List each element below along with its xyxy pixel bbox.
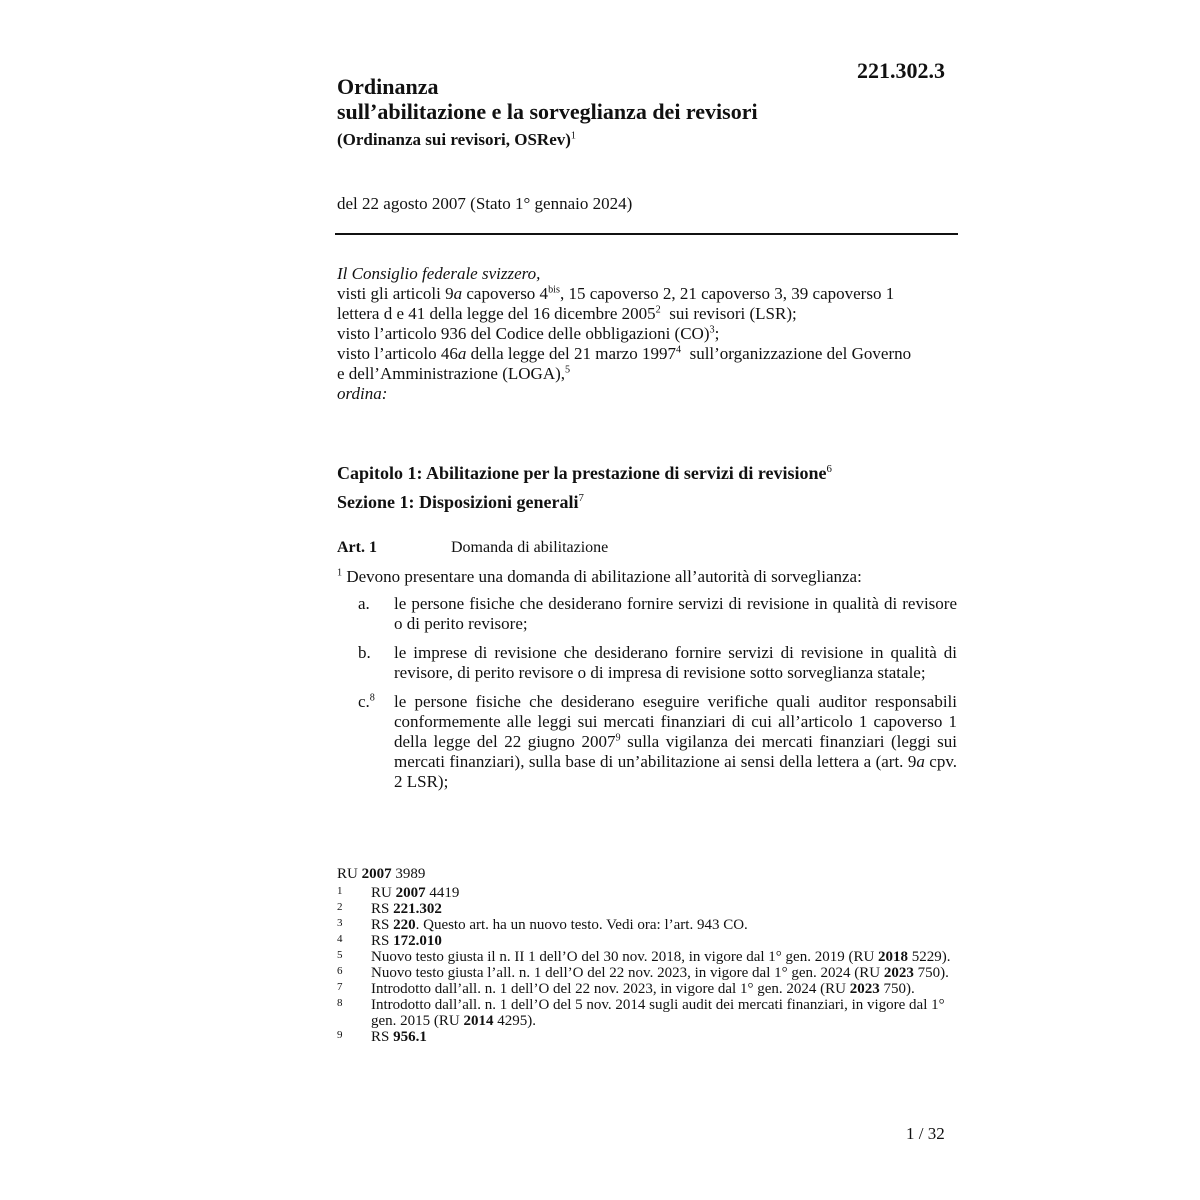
footnote: 4 RS 172.010 <box>337 933 442 949</box>
article-list <box>337 594 957 801</box>
chapter-heading <box>337 459 832 517</box>
footnote-ref[interactable]: 5 <box>565 364 571 376</box>
title-line-2: sull’abilitazione e la sorveglianza dei revisori <box>337 99 758 124</box>
footnote: 2 RS 221.302 <box>337 901 442 917</box>
preamble-line: visti gli articoli 9a capoverso $4^{bis}$, 15 capoverso 2, 21 capoverso 3, 39 capoverso 1 <box>337 284 895 303</box>
page-indicator: 1 / 32 <box>906 1124 945 1143</box>
article-title: Domanda di abilitazione <box>451 539 609 556</box>
footnote-ref[interactable]: 2 <box>655 304 661 316</box>
footnote-ref[interactable]: 4 <box>675 344 682 356</box>
preamble <box>337 264 957 404</box>
footnote: 9 RS 956.1 <box>337 1029 427 1045</box>
divider <box>335 233 958 235</box>
footnote: 7 Introdotto dall’all. n. 1 dell’O del 22 nov. 2023, in vigore dal 1° gen. 2024 (RU 2023 750). <box>337 981 915 997</box>
list-item: b. le imprese di revisione che desiderano fornire servizi di revisione in qualità di revisore, di perito revisore o di impresa di revisione sotto sorveglianza statale; <box>358 643 957 682</box>
document-date: del 22 agosto 2007 (Stato 1° gennaio 2024) <box>337 194 633 213</box>
preamble-line: lettera d e 41 della legge del 16 dicembre 2005$^2$ sui revisori (LSR); <box>337 304 797 323</box>
preamble-line: visto l’articolo 46a della legge del 21 marzo 1997$^4$ sull’organizzazione del Governo <box>337 344 912 363</box>
preamble-line: e dell’Amministrazione (LOGA),$^5$ <box>337 364 571 383</box>
footnote-ref[interactable]: 3 <box>709 324 715 336</box>
footnote-ref[interactable]: 8 <box>369 692 375 704</box>
title-line-1: Ordinanza <box>337 74 439 99</box>
issuer: Il Consiglio federale svizzero, <box>337 264 541 283</box>
footnote: 8 Introdotto dall’all. n. 1 dell’O del 5 nov. 2014 sugli audit dei mercati finanziari, in vigore dal 1° gen. 2015 (RU 2014 4295). <box>337 997 945 1029</box>
footnote: 6 Nuovo testo giusta l’all. n. 1 dell’O del 22 nov. 2023, in vigore dal 1° gen. 2024 (RU 2023 750). <box>337 965 949 981</box>
footnote: 3 RS 220. Questo art. ha un nuovo testo. Vedi ora: l’art. 943 CO. <box>337 917 748 933</box>
article-number: Art. 1 <box>337 539 377 556</box>
footnote: 1 RU 2007 4419 <box>337 885 460 901</box>
section-title: Sezione 1: Disposizioni generali$^7$ <box>337 492 584 512</box>
chapter-title: Capitolo 1: Abilitazione per la prestazione di servizi di revisione$^6$ <box>337 463 832 483</box>
footnotes <box>337 885 957 1045</box>
document-subtitle <box>337 130 576 150</box>
article-heading <box>337 539 608 557</box>
document-title <box>337 74 758 124</box>
footnote-ref[interactable]: 6 <box>826 463 832 475</box>
footnote: 5 Nuovo testo giusta il n. II 1 dell’O del 30 nov. 2018, in vigore dal 1° gen. 2019 (RU 2018 5229). <box>337 949 951 965</box>
article-paragraph: $^1$ Devono presentare una domanda di abilitazione all’autorità di sorveglianza: <box>337 567 862 586</box>
ru-reference: RU 2007 3989 <box>337 866 426 882</box>
preamble-line: visto l’articolo 936 del Codice delle obbligazioni (CO)$^3$; <box>337 324 720 343</box>
footnote-ref[interactable]: 1 <box>570 130 577 142</box>
list-item: a. le persone fisiche che desiderano fornire servizi di revisione in qualità di revisore o di perito revisore; <box>358 594 957 633</box>
footnote-ref[interactable]: 7 <box>578 492 584 504</box>
list-item: c.$^8$ le persone fisiche che desiderano eseguire verifiche quali auditor responsabili conformemente alle leggi sui mercati finanziari di cui all’articolo 1 capoverso 1 della legge del 22 giugno 2007$^9$ sulla vigilanza dei mercati finanziari (leggi sui mercati finanziari), sulla base di un’abilitazione ai sensi della lettera a (art. 9a cpv. 2 LSR); <box>358 692 957 791</box>
paragraph-number: 1 <box>337 567 343 579</box>
subtitle-text: (Ordinanza sui revisori, OSRev) <box>337 130 571 149</box>
footnote-ref[interactable]: 9 <box>615 732 621 744</box>
rs-number: 221.302.3 <box>857 58 945 83</box>
ordina: ordina: <box>337 384 388 403</box>
